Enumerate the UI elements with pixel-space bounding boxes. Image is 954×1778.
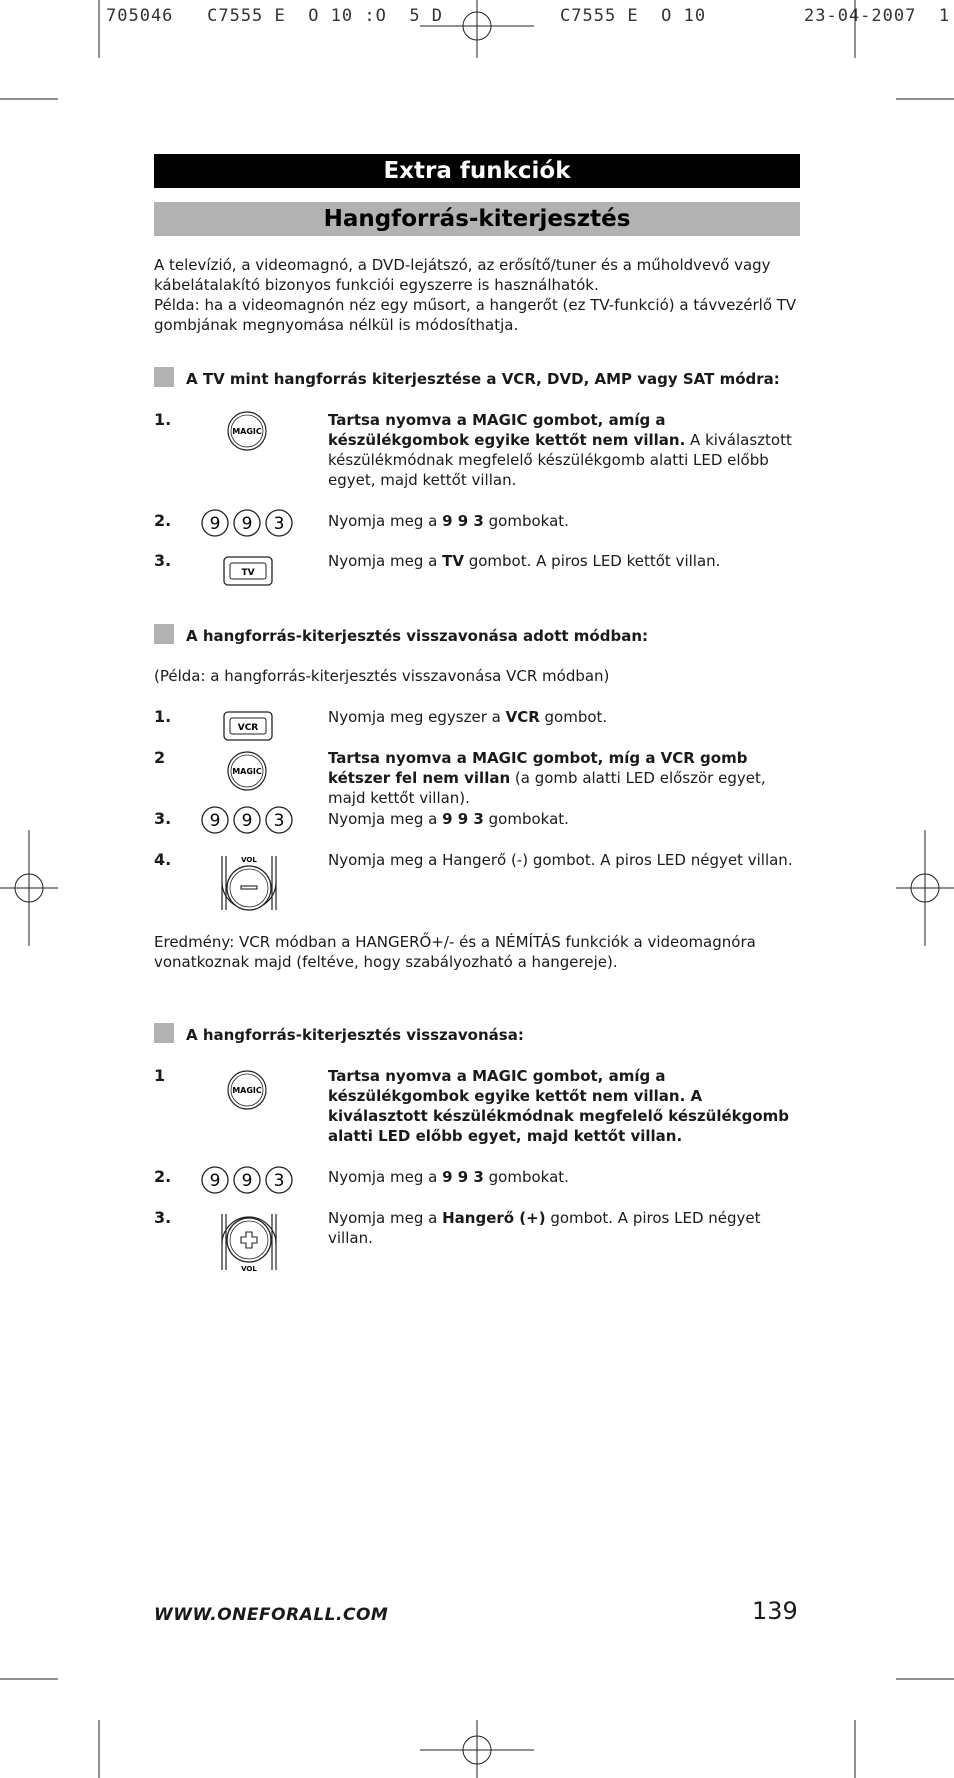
step-bold: Hangerő (+) xyxy=(442,1209,546,1227)
digit-label: 3 xyxy=(273,514,285,534)
step-text xyxy=(328,1208,803,1248)
print-header-middle: C7555 E O 10 xyxy=(560,6,707,26)
magic-button-icon xyxy=(226,750,268,792)
digit-buttons-993-icon xyxy=(200,1165,296,1195)
intro-line: kábelátalakító bizonyos funkciói egyszerre is használhatók. xyxy=(154,276,599,294)
section3-heading xyxy=(154,1023,524,1045)
step-pre: Nyomja meg a xyxy=(328,512,443,530)
step-number: 1 xyxy=(154,1066,166,1085)
magic-label: MAGIC xyxy=(232,427,262,436)
print-header-left: 705046 C7555 E O 10 :O 5 D xyxy=(106,6,444,26)
step-number: 3. xyxy=(154,1208,172,1227)
digit-label: 9 xyxy=(241,811,253,831)
step-post: gombokat. xyxy=(483,1168,569,1186)
step-post: gombot. xyxy=(539,708,608,726)
volume-up-button-icon xyxy=(218,1210,280,1274)
step-bold: TV xyxy=(442,552,464,570)
step-post: gombot. A piros LED kettőt villan. xyxy=(463,552,721,570)
magic-label: MAGIC xyxy=(232,767,262,776)
magic-label: MAGIC xyxy=(232,1086,262,1095)
print-header-right: 23-04-2007 1 xyxy=(804,6,951,26)
step-bold: VCR xyxy=(505,708,540,726)
step-post: gombokat. xyxy=(483,512,569,530)
digit-label: 3 xyxy=(273,1171,285,1191)
step-text xyxy=(328,551,803,571)
digit-label: 3 xyxy=(273,811,285,831)
intro-line: gombjának megnyomása nélkül is módosíthatja. xyxy=(154,316,519,334)
step-number: 2 xyxy=(154,748,166,767)
step-pre: Nyomja meg a xyxy=(328,1209,443,1227)
magic-button-icon xyxy=(226,410,268,452)
step-pre: Nyomja meg a xyxy=(328,1168,443,1186)
step-bold: 9 9 3 xyxy=(442,810,484,828)
section-title: Hangforrás-kiterjesztés xyxy=(154,202,800,236)
step-bold: Tartsa nyomva a MAGIC gombot, míg a VCR gomb kétszer fel nem villan xyxy=(328,749,748,787)
step-text xyxy=(328,410,803,490)
step-number: 1. xyxy=(154,410,172,429)
step-post: gombokat. xyxy=(483,810,569,828)
step-pre: Nyomja meg a xyxy=(328,552,443,570)
digit-buttons-993-icon xyxy=(200,508,296,538)
section1-heading xyxy=(154,367,780,389)
step-number: 3. xyxy=(154,551,172,570)
volume-down-button-icon xyxy=(218,852,280,916)
digit-buttons-993-icon xyxy=(200,805,296,835)
section2-result xyxy=(154,932,800,972)
step-post: (a gomb alatti LED először egyet, majd kettőt villan). xyxy=(328,769,766,807)
step-bold: Tartsa nyomva a MAGIC gombot, amíg a készülékgombok egyike kettőt nem villan. xyxy=(328,411,686,449)
digit-label: 9 xyxy=(209,811,221,831)
step-text xyxy=(328,511,803,531)
step-number: 3. xyxy=(154,809,172,828)
digit-label: 9 xyxy=(241,514,253,534)
step-bold: 9 9 3 xyxy=(442,512,484,530)
step-text xyxy=(328,1167,803,1187)
step-text xyxy=(328,748,803,808)
step-number: 1. xyxy=(154,707,172,726)
page-number: 139 xyxy=(752,1597,798,1625)
vol-label: VOL xyxy=(241,1265,257,1273)
tv-label: TV xyxy=(241,568,255,578)
vcr-label: VCR xyxy=(237,723,259,733)
step-bold: 9 9 3 xyxy=(442,1168,484,1186)
intro-line: Példa: ha a videomagnón néz egy műsort, a hangerőt (ez TV-funkció) a távvezérlő TV xyxy=(154,296,797,314)
section3-heading-text: A hangforrás-kiterjesztés visszavonása: xyxy=(186,1026,524,1044)
step-number: 4. xyxy=(154,850,172,869)
square-bullet-icon xyxy=(154,367,174,387)
section2-heading-text: A hangforrás-kiterjesztés visszavonása adott módban: xyxy=(186,627,648,645)
square-bullet-icon xyxy=(154,624,174,644)
step-text xyxy=(328,809,803,829)
page-title: Extra funkciók xyxy=(154,154,800,188)
step-pre: Nyomja meg a xyxy=(328,810,443,828)
step-text xyxy=(328,1066,803,1146)
tv-button-icon xyxy=(223,556,273,586)
intro-line: A televízió, a videomagnó, a DVD-lejátszó, az erősítő/tuner és a műholdvevő vagy xyxy=(154,256,771,274)
step-number: 2. xyxy=(154,511,172,530)
section2-heading xyxy=(154,624,648,646)
result-line: Eredmény: VCR módban a HANGERŐ+/- és a NÉMÍTÁS funkciók a videomagnóra xyxy=(154,933,756,951)
step-bold: Tartsa nyomva a MAGIC gombot, amíg a készülékgombok egyike kettőt nem villan. A kiválasztott készülékmódnak megfelelő készülékgomb alatti LED előbb egyet, majd kettőt villan. xyxy=(328,1067,790,1145)
square-bullet-icon xyxy=(154,1023,174,1043)
digit-label: 9 xyxy=(209,1171,221,1191)
step-post: gombot. A piros LED négyet villan. xyxy=(328,1209,761,1247)
section1-heading-text: A TV mint hangforrás kiterjesztése a VCR, DVD, AMP vagy SAT módra: xyxy=(186,370,780,388)
magic-button-icon xyxy=(226,1069,268,1111)
step-rest: A kiválasztott készülékmódnak megfelelő készülékgomb alatti LED előbb egyet, majd kettőt villan. xyxy=(328,431,792,489)
website-link[interactable]: WWW.ONEFORALL.COM xyxy=(154,1605,389,1625)
step-text: Nyomja meg a Hangerő (-) gombot. A piros LED négyet villan. xyxy=(328,851,793,869)
result-line: vonatkoznak majd (feltéve, hogy szabályozható a hangereje). xyxy=(154,953,618,971)
intro-paragraph xyxy=(154,255,800,335)
step-pre: Nyomja meg egyszer a xyxy=(328,708,506,726)
vol-label: VOL xyxy=(241,856,257,864)
step-number: 2. xyxy=(154,1167,172,1186)
digit-label: 9 xyxy=(241,1171,253,1191)
step-text xyxy=(328,707,803,727)
section2-example: (Példa: a hangforrás-kiterjesztés visszavonása VCR módban) xyxy=(154,667,610,685)
vcr-button-icon xyxy=(223,711,273,741)
digit-label: 9 xyxy=(209,514,221,534)
